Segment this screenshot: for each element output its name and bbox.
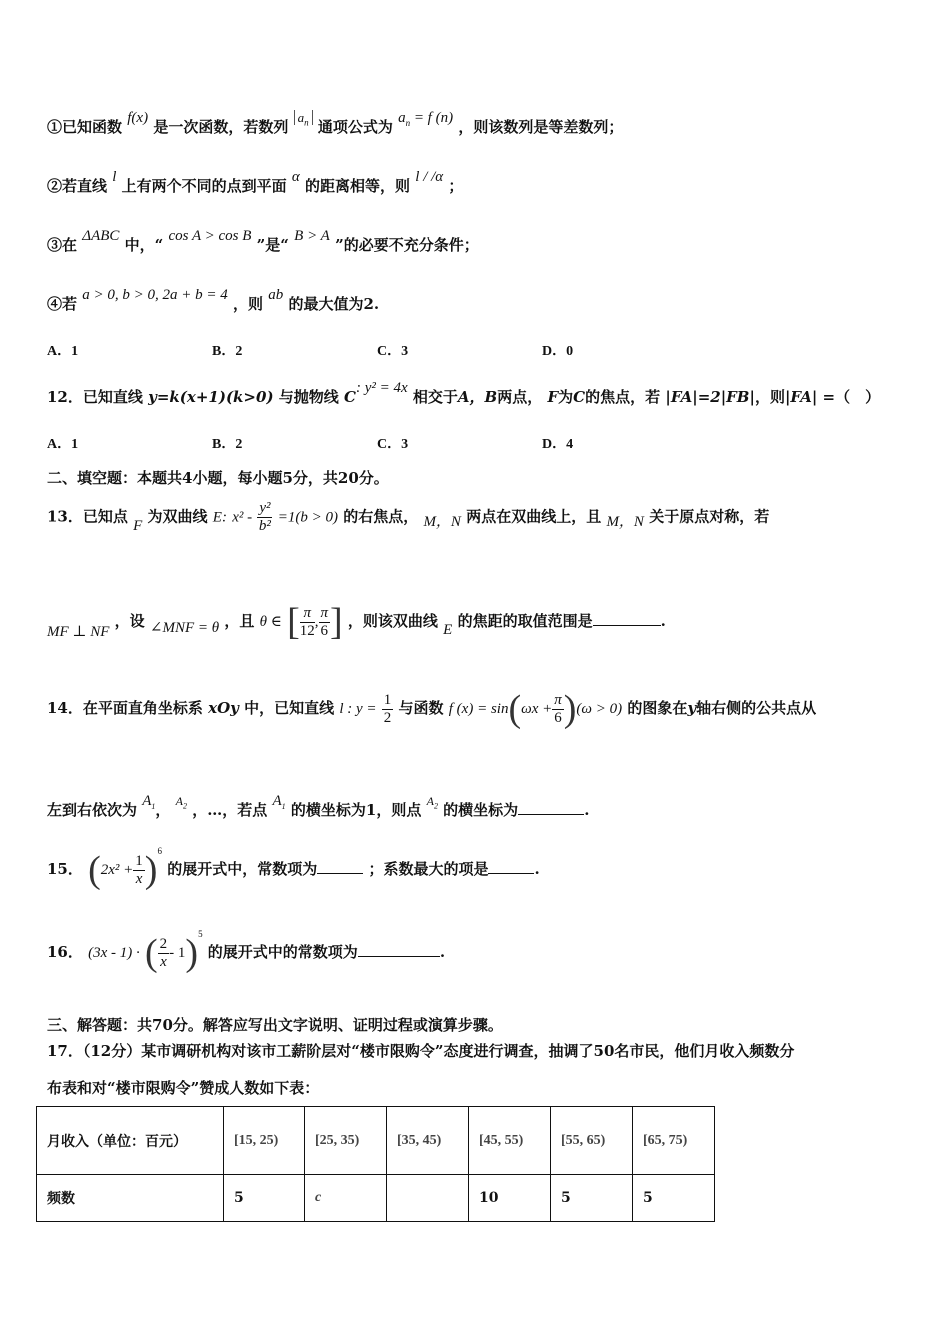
answer-blank[interactable] (358, 942, 440, 957)
answer-blank[interactable] (593, 611, 661, 626)
interval-cell: [25, 35) (305, 1107, 387, 1175)
header-income: 月收入（单位：百元） (37, 1107, 224, 1175)
question-13-line1: 13．已知点 F 为双曲线 E: x² - $\frac{\text{y²}}{\text{b²}}$ =1(b > 0) 的右焦点， M，N 两点在双曲线上，且 M，N 关于原点对称，若 (47, 500, 770, 534)
statement-4: ④若 a > 0, b > 0, 2a + b = 4 ，则 ab 的最大值为2. (47, 287, 380, 313)
count-cell (387, 1175, 469, 1222)
option-b: B．2 (212, 437, 243, 452)
question-17-line2: 布表和对“楼市限购令”赞成人数如下表： (47, 1079, 320, 1097)
count-cell: 5 (551, 1175, 633, 1222)
question-15: 15． (2x² + $\frac{1}{x}$ )$^6$ 的展开式中，常数项为 ；系数最大的项是 . (47, 846, 540, 891)
answer-blank-1[interactable] (317, 859, 363, 874)
option-c: C．3 (377, 437, 409, 452)
income-frequency-table (36, 1106, 715, 1222)
interval-cell: [15, 25) (224, 1107, 305, 1175)
count-cell: 5 (633, 1175, 715, 1222)
section-solutions: 三、解答题：共70分。解答应写出文字说明、证明过程或演算步骤。 (47, 1016, 503, 1034)
statement-2: ②若直线 l 上有两个不同的点到平面 α 的距离相等，则 l / /α ； (47, 169, 464, 195)
question-14-line1: 14．在平面直角坐标系 xOy 中，已知直线 l : y = $\frac{1}{2}$ 与函数 f (x) = sin(ωx + $\frac{\pi}{6}$ )(ω > 0) 的图象在y轴右侧的公共点从 (47, 688, 817, 730)
math-fx: f(x) (127, 110, 149, 126)
section-fill-in: 二、填空题：本题共4小题，每小题5分，共20分。 (47, 469, 389, 487)
row-label-frequency: 频数 (37, 1175, 224, 1222)
answer-blank-2[interactable] (488, 859, 534, 874)
option-d: D．4 (542, 437, 574, 452)
option-b: B．2 (212, 344, 243, 359)
question-17-line1: 17．（12分）某市调研机构对该市工薪阶层对“楼市限购令”态度进行调查，抽调了50名市民，他们月收入频数分 (47, 1042, 795, 1060)
count-cell: 10 (469, 1175, 551, 1222)
question-16: 16． (3x - 1) · ( $\frac{2}{x}$ - 1)$^5$ 的展开式中的常数项为 . (47, 929, 446, 974)
option-a: A．1 (47, 344, 79, 359)
question-14-line2: 左到右依次为 $A_1$， $^{A_2}$ ，…，若点 $A_1$ 的横坐标为1，则点 $^{A_2}$ 的横坐标为 . (47, 793, 590, 819)
count-cell: c (305, 1175, 387, 1222)
statement-1: ①已知函数 f(x) 是一次函数，若数列 $a_n$ 通项公式为 $a_n = f$ (n) ，则该数列是等差数列； (47, 110, 624, 136)
answer-blank[interactable] (518, 800, 584, 815)
option-a: A．1 (47, 437, 79, 452)
interval-cell: [55, 65) (551, 1107, 633, 1175)
table-row-frequency (37, 1175, 715, 1222)
interval-cell: [45, 55) (469, 1107, 551, 1175)
interval-cell: [35, 45) (387, 1107, 469, 1175)
statement-3: ③在 ΔABC 中，“ cos A > cos B ”是“ B > A ”的必要不充分条件； (47, 228, 479, 254)
question-13-line2: MF ⊥ NF ，设 ∠MNF = θ ，且 θ ∈ [ $\frac{\pi}{12}$ , $\frac{\pi}{6}$ ] ，则该双曲线 E 的焦距的取值范围是 . (47, 601, 666, 643)
option-c: C．3 (377, 344, 409, 359)
table-row-header (37, 1107, 715, 1175)
count-cell: 5 (224, 1175, 305, 1222)
option-d: D．0 (542, 344, 574, 359)
interval-cell: [65, 75) (633, 1107, 715, 1175)
question-12: 12．已知直线 y=k(x+1)(k>0) 与抛物线 C: y² = 4x 相交于A，B两点， F为C的焦点，若 |FA|=2|FB|，则|FA| =（ ） (47, 380, 881, 406)
